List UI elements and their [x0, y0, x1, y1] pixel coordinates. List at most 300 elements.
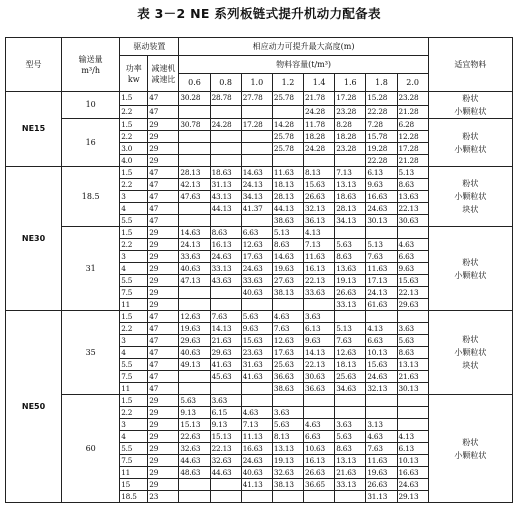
material-line: 块状: [462, 361, 479, 370]
value-cell: 22.28: [366, 155, 397, 167]
value-cell: 24.63: [241, 263, 272, 275]
value-cell: 19.13: [335, 275, 366, 287]
ratio-cell: 47: [148, 105, 179, 119]
value-cell: 38.13: [272, 479, 303, 491]
value-cell: 24.28: [304, 105, 335, 119]
power-cell: 2.2: [120, 239, 148, 251]
value-cell: 12.63: [241, 239, 272, 251]
value-cell: [241, 105, 272, 119]
value-cell: [397, 407, 428, 419]
ratio-cell: 23: [148, 491, 179, 503]
value-cell: 5.63: [272, 419, 303, 431]
header-ratio-label-2: 减速比: [151, 74, 176, 84]
value-cell: 25.63: [272, 359, 303, 371]
power-cell: 5.5: [120, 443, 148, 455]
table-body: [6, 92, 513, 503]
value-cell: 8.63: [397, 347, 428, 359]
value-cell: [210, 215, 241, 227]
value-cell: 24.28: [210, 119, 241, 131]
value-cell: 15.63: [397, 275, 428, 287]
material-line: 粉状: [462, 257, 479, 267]
value-cell: 30.28: [179, 92, 210, 106]
power-cell: 5.5: [120, 359, 148, 371]
table-row: [6, 119, 513, 131]
ratio-cell: 47: [148, 191, 179, 203]
value-cell: [179, 491, 210, 503]
value-cell: 5.63: [397, 335, 428, 347]
value-cell: 36.65: [304, 479, 335, 491]
value-cell: 47.63: [179, 191, 210, 203]
ratio-cell: 29: [148, 119, 179, 131]
value-cell: 7.28: [366, 119, 397, 131]
power-cell: 7.5: [120, 371, 148, 383]
value-cell: 36.13: [304, 215, 335, 227]
material-cell: [428, 92, 512, 119]
ratio-cell: 47: [148, 92, 179, 106]
value-cell: 22.28: [366, 105, 397, 119]
model-cell: NE15: [6, 92, 62, 167]
value-cell: 40.63: [241, 287, 272, 299]
value-cell: 30.13: [397, 383, 428, 395]
material-cell: [428, 167, 512, 227]
value-cell: [210, 155, 241, 167]
ratio-cell: 29: [148, 395, 179, 407]
value-cell: 7.63: [366, 251, 397, 263]
header-density-4: 1.4: [304, 74, 335, 92]
delivery-cell: 16: [62, 119, 120, 167]
ratio-cell: 29: [148, 155, 179, 167]
page-title: 表 3－2 NE 系列板链式提升机动力配备表: [137, 6, 381, 21]
value-cell: 4.63: [304, 419, 335, 431]
value-cell: 24.28: [304, 143, 335, 155]
value-cell: [210, 491, 241, 503]
power-cell: 4.0: [120, 155, 148, 167]
table-row: [6, 311, 513, 323]
value-cell: 43.13: [210, 191, 241, 203]
value-cell: 29.63: [210, 347, 241, 359]
ratio-cell: 29: [148, 479, 179, 491]
value-cell: 5.13: [335, 323, 366, 335]
value-cell: [241, 383, 272, 395]
value-cell: [210, 479, 241, 491]
value-cell: 26.63: [366, 479, 397, 491]
delivery-cell: 60: [62, 395, 120, 503]
value-cell: 41.63: [210, 359, 241, 371]
value-cell: [179, 479, 210, 491]
value-cell: 40.63: [179, 347, 210, 359]
value-cell: 31.13: [366, 491, 397, 503]
ratio-cell: 29: [148, 407, 179, 419]
value-cell: 16.13: [304, 263, 335, 275]
ratio-cell: 29: [148, 251, 179, 263]
value-cell: 23.28: [335, 105, 366, 119]
value-cell: [397, 419, 428, 431]
value-cell: 16.63: [366, 191, 397, 203]
value-cell: 31.63: [241, 359, 272, 371]
value-cell: 25.78: [272, 131, 303, 143]
ratio-cell: 29: [148, 263, 179, 275]
value-cell: 3.63: [397, 323, 428, 335]
value-cell: 6.63: [304, 431, 335, 443]
value-cell: 27.78: [241, 92, 272, 106]
material-line: 粉状: [462, 131, 479, 141]
header-density-0: 0.6: [179, 74, 210, 92]
value-cell: 21.63: [397, 371, 428, 383]
value-cell: 32.63: [272, 467, 303, 479]
material-line: 粉状: [462, 179, 479, 188]
value-cell: 7.63: [366, 443, 397, 455]
value-cell: 7.13: [241, 419, 272, 431]
value-cell: 19.63: [366, 467, 397, 479]
value-cell: [366, 311, 397, 323]
power-cell: 1.5: [120, 395, 148, 407]
power-cell: 2.2: [120, 179, 148, 191]
ratio-cell: 47: [148, 347, 179, 359]
value-cell: 16.13: [304, 455, 335, 467]
header-ratio-label: 减速机: [151, 63, 176, 73]
value-cell: 23.28: [335, 143, 366, 155]
value-cell: 14.63: [241, 167, 272, 179]
value-cell: [397, 395, 428, 407]
value-cell: 23.63: [241, 347, 272, 359]
ratio-cell: 29: [148, 131, 179, 143]
value-cell: [272, 491, 303, 503]
value-cell: [304, 299, 335, 311]
value-cell: 7.63: [272, 323, 303, 335]
value-cell: 15.63: [366, 359, 397, 371]
power-cell: 18.5: [120, 491, 148, 503]
value-cell: 33.13: [335, 479, 366, 491]
material-cell: [428, 311, 512, 395]
value-cell: [335, 407, 366, 419]
value-cell: [272, 299, 303, 311]
value-cell: 26.63: [335, 287, 366, 299]
value-cell: [304, 491, 335, 503]
value-cell: 8.13: [304, 167, 335, 179]
value-cell: 12.28: [397, 131, 428, 143]
value-cell: 13.13: [335, 179, 366, 191]
value-cell: [304, 395, 335, 407]
power-cell: 5.5: [120, 275, 148, 287]
value-cell: 11.63: [304, 251, 335, 263]
value-cell: 28.13: [179, 167, 210, 179]
header-power-label: 功率: [125, 63, 142, 73]
value-cell: 33.63: [241, 275, 272, 287]
value-cell: [366, 395, 397, 407]
value-cell: 28.13: [335, 203, 366, 215]
value-cell: 24.63: [241, 455, 272, 467]
value-cell: 34.63: [335, 383, 366, 395]
value-cell: 19.63: [272, 263, 303, 275]
value-cell: 14.63: [272, 251, 303, 263]
model-cell: NE50: [6, 311, 62, 503]
value-cell: 48.63: [179, 467, 210, 479]
value-cell: 10.63: [304, 443, 335, 455]
header-density-6: 1.8: [366, 74, 397, 92]
value-cell: 11.63: [366, 263, 397, 275]
power-cell: 3: [120, 251, 148, 263]
value-cell: 41.63: [241, 371, 272, 383]
value-cell: 34.13: [335, 215, 366, 227]
value-cell: 44.13: [272, 203, 303, 215]
value-cell: [179, 371, 210, 383]
ratio-cell: 29: [148, 467, 179, 479]
ratio-cell: 47: [148, 371, 179, 383]
value-cell: [241, 155, 272, 167]
header-delivery-unit: m³/h: [81, 65, 100, 75]
value-cell: 6.13: [304, 323, 335, 335]
material-line: 粉状: [462, 437, 479, 447]
value-cell: 19.28: [366, 143, 397, 155]
value-cell: 24.13: [179, 239, 210, 251]
value-cell: 7.63: [210, 311, 241, 323]
header-delivery: [62, 38, 120, 92]
value-cell: 24.63: [366, 371, 397, 383]
material-cell: [428, 395, 512, 503]
table-row: [6, 92, 513, 106]
value-cell: [366, 227, 397, 239]
material-cell: [428, 119, 512, 167]
value-cell: [210, 299, 241, 311]
value-cell: [397, 227, 428, 239]
value-cell: 21.78: [304, 92, 335, 106]
power-cell: 1.5: [120, 167, 148, 179]
value-cell: 23.28: [397, 92, 428, 106]
value-cell: [335, 155, 366, 167]
power-cell: 5.5: [120, 215, 148, 227]
ratio-cell: 29: [148, 431, 179, 443]
value-cell: 24.13: [241, 179, 272, 191]
value-cell: 11.13: [241, 431, 272, 443]
value-cell: 15.28: [366, 92, 397, 106]
value-cell: 16.63: [397, 467, 428, 479]
value-cell: 24.63: [210, 251, 241, 263]
value-cell: 14.13: [210, 323, 241, 335]
value-cell: 16.63: [241, 443, 272, 455]
value-cell: 8.63: [335, 443, 366, 455]
material-cell: [428, 227, 512, 311]
value-cell: 27.63: [272, 275, 303, 287]
ratio-cell: 47: [148, 335, 179, 347]
value-cell: [179, 155, 210, 167]
value-cell: 15.13: [210, 431, 241, 443]
value-cell: [241, 299, 272, 311]
value-cell: [335, 227, 366, 239]
value-cell: 22.63: [179, 431, 210, 443]
value-cell: 11.63: [366, 455, 397, 467]
value-cell: [335, 395, 366, 407]
value-cell: 9.63: [304, 335, 335, 347]
value-cell: 4.13: [304, 227, 335, 239]
value-cell: 9.13: [179, 407, 210, 419]
value-cell: 11.78: [304, 119, 335, 131]
value-cell: 5.63: [179, 395, 210, 407]
power-cell: 3.0: [120, 143, 148, 155]
value-cell: [335, 311, 366, 323]
value-cell: 7.13: [304, 239, 335, 251]
value-cell: 30.63: [304, 371, 335, 383]
value-cell: 18.28: [335, 131, 366, 143]
value-cell: [304, 155, 335, 167]
table-row: [6, 167, 513, 179]
value-cell: 6.63: [366, 335, 397, 347]
ratio-cell: 29: [148, 455, 179, 467]
ratio-cell: 29: [148, 299, 179, 311]
power-cell: 3: [120, 419, 148, 431]
value-cell: 61.63: [366, 299, 397, 311]
value-cell: 41.13: [241, 479, 272, 491]
value-cell: 24.63: [366, 203, 397, 215]
value-cell: 5.63: [335, 431, 366, 443]
value-cell: 21.63: [210, 335, 241, 347]
header-drive: 驱动装置: [120, 38, 179, 56]
value-cell: 13.63: [335, 263, 366, 275]
value-cell: [179, 383, 210, 395]
ratio-cell: 29: [148, 287, 179, 299]
value-cell: 8.63: [335, 251, 366, 263]
value-cell: [304, 407, 335, 419]
value-cell: 41.37: [241, 203, 272, 215]
value-cell: 33.13: [210, 263, 241, 275]
value-cell: 32.63: [210, 455, 241, 467]
header-model: 型号: [6, 38, 62, 92]
value-cell: 15.63: [241, 335, 272, 347]
header-density-7: 2.0: [397, 74, 428, 92]
value-cell: 5.13: [366, 239, 397, 251]
value-cell: 33.63: [179, 251, 210, 263]
header-material: 适宜物料: [428, 38, 512, 92]
value-cell: 40.63: [179, 263, 210, 275]
value-cell: 26.63: [304, 191, 335, 203]
value-cell: 9.63: [241, 323, 272, 335]
value-cell: 9.63: [366, 179, 397, 191]
value-cell: 17.13: [366, 275, 397, 287]
value-cell: 16.13: [210, 239, 241, 251]
value-cell: 40.63: [241, 467, 272, 479]
power-cell: 2.2: [120, 323, 148, 335]
material-line: 块状: [462, 205, 479, 214]
value-cell: [241, 215, 272, 227]
header-row-1: [6, 38, 513, 56]
value-cell: 4.63: [397, 239, 428, 251]
value-cell: 6.63: [241, 227, 272, 239]
value-cell: 18.13: [272, 179, 303, 191]
value-cell: 29.13: [397, 491, 428, 503]
power-cell: 11: [120, 383, 148, 395]
ratio-cell: 47: [148, 167, 179, 179]
value-cell: [210, 105, 241, 119]
material-line: 小颗粒状: [454, 192, 487, 201]
value-cell: 3.63: [210, 395, 241, 407]
value-cell: 11.63: [272, 167, 303, 179]
value-cell: 7.13: [335, 167, 366, 179]
value-cell: 8.63: [272, 239, 303, 251]
value-cell: [179, 105, 210, 119]
ratio-cell: 47: [148, 383, 179, 395]
value-cell: 26.63: [304, 467, 335, 479]
value-cell: 30.13: [366, 215, 397, 227]
power-cell: 7.5: [120, 455, 148, 467]
table-row: [6, 395, 513, 407]
value-cell: 17.28: [241, 119, 272, 131]
value-cell: [241, 131, 272, 143]
model-cell: NE30: [6, 167, 62, 311]
value-cell: 42.13: [179, 179, 210, 191]
value-cell: [210, 383, 241, 395]
value-cell: 32.13: [366, 383, 397, 395]
header-power: [120, 56, 148, 92]
power-cell: 1.5: [120, 311, 148, 323]
value-cell: 15.78: [366, 131, 397, 143]
value-cell: 15.13: [179, 419, 210, 431]
value-cell: 14.28: [272, 119, 303, 131]
material-line: 小颗粒状: [454, 348, 487, 357]
value-cell: 9.13: [210, 419, 241, 431]
value-cell: 18.63: [210, 167, 241, 179]
value-cell: 6.28: [397, 119, 428, 131]
value-cell: [241, 143, 272, 155]
value-cell: 12.63: [335, 347, 366, 359]
value-cell: 17.28: [397, 143, 428, 155]
value-cell: 21.63: [335, 467, 366, 479]
value-cell: [272, 395, 303, 407]
value-cell: 24.63: [397, 479, 428, 491]
value-cell: 30.78: [179, 119, 210, 131]
value-cell: 22.13: [304, 359, 335, 371]
power-cell: 1.5: [120, 227, 148, 239]
ratio-cell: 29: [148, 443, 179, 455]
value-cell: 12.63: [179, 311, 210, 323]
power-cell: 1.5: [120, 92, 148, 106]
power-cell: 7.5: [120, 287, 148, 299]
power-cell: 2.2: [120, 131, 148, 143]
header-density-3: 1.2: [272, 74, 303, 92]
value-cell: 34.13: [241, 191, 272, 203]
value-cell: [335, 491, 366, 503]
header-delivery-label: 输送量: [78, 54, 103, 64]
value-cell: 6.13: [366, 167, 397, 179]
value-cell: 5.63: [241, 311, 272, 323]
value-cell: 8.28: [335, 119, 366, 131]
delivery-cell: 10: [62, 92, 120, 119]
value-cell: [179, 131, 210, 143]
value-cell: 33.63: [304, 287, 335, 299]
value-cell: 13.13: [272, 443, 303, 455]
value-cell: 4.13: [366, 323, 397, 335]
value-cell: 4.13: [397, 431, 428, 443]
value-cell: 4.63: [241, 407, 272, 419]
power-cell: 3: [120, 335, 148, 347]
value-cell: 32.63: [179, 443, 210, 455]
ratio-cell: 47: [148, 215, 179, 227]
value-cell: 38.63: [272, 215, 303, 227]
value-cell: 17.63: [241, 251, 272, 263]
value-cell: 4.63: [272, 311, 303, 323]
value-cell: [241, 395, 272, 407]
power-table: [5, 37, 513, 503]
value-cell: 4.63: [366, 431, 397, 443]
value-cell: 12.63: [272, 335, 303, 347]
power-cell: 15: [120, 479, 148, 491]
value-cell: 32.13: [304, 203, 335, 215]
value-cell: 8.63: [397, 179, 428, 191]
value-cell: 45.63: [210, 371, 241, 383]
value-cell: 7.63: [335, 335, 366, 347]
value-cell: 47.13: [179, 275, 210, 287]
value-cell: 28.13: [272, 191, 303, 203]
value-cell: 38.13: [272, 287, 303, 299]
power-cell: 3: [120, 191, 148, 203]
